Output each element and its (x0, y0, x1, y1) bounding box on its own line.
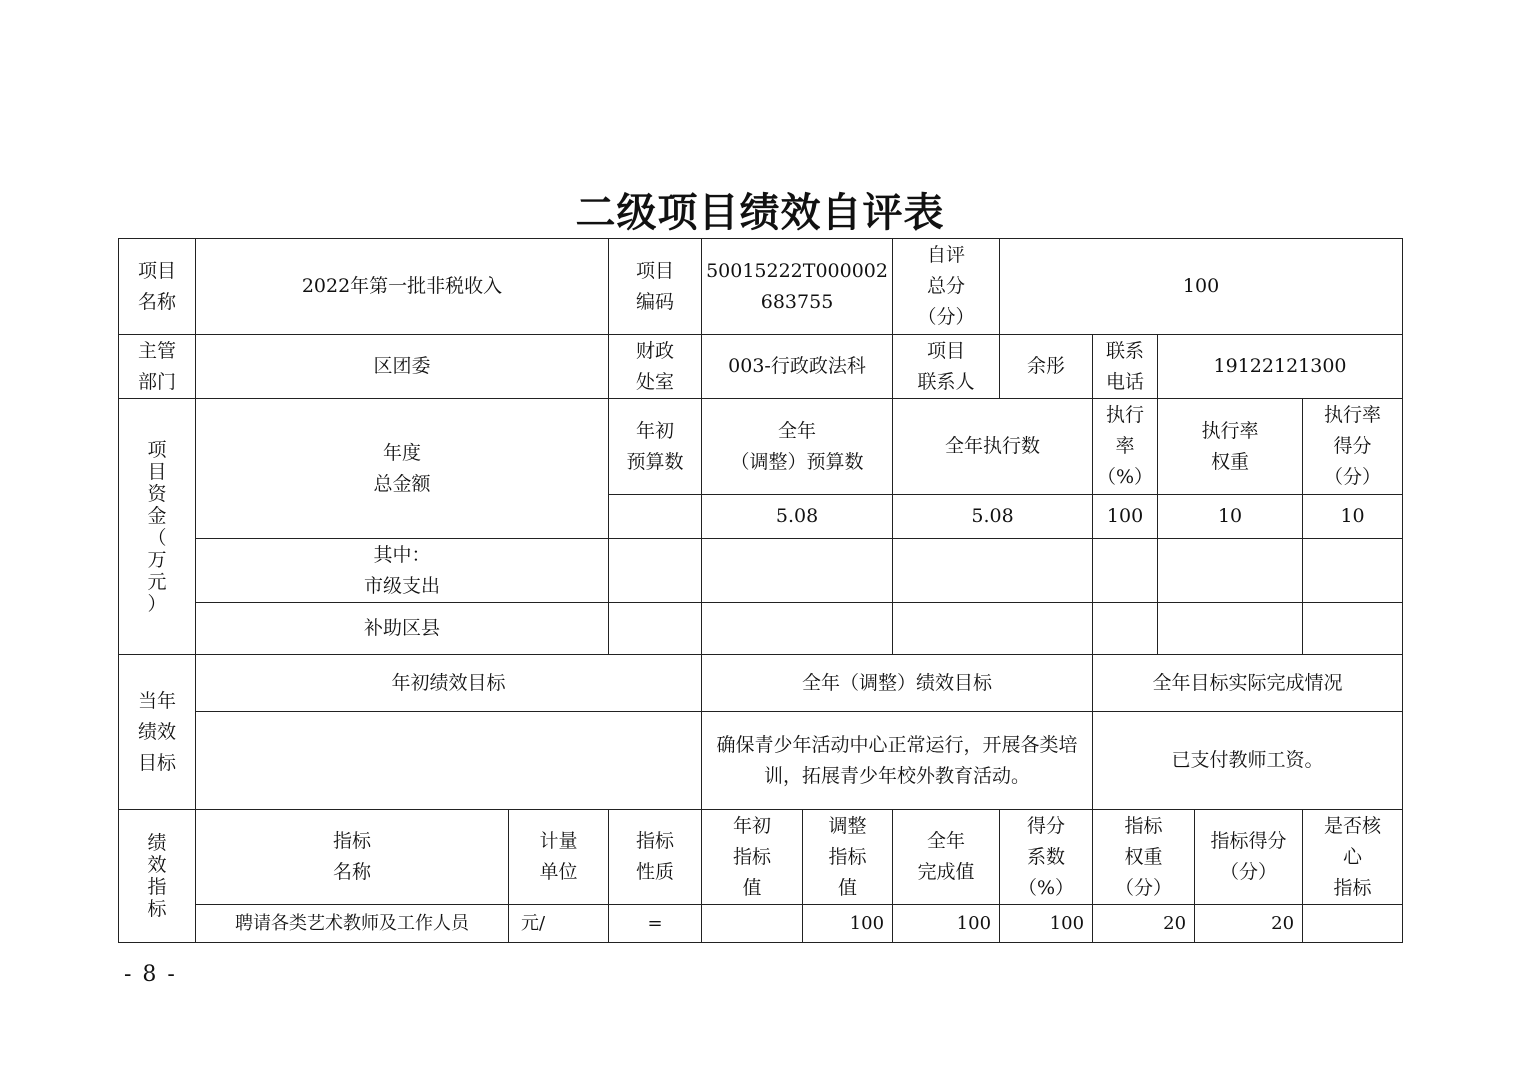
vertical-label-char: 标 (147, 898, 167, 920)
actual-completion-header: 全年目标实际完成情况 (1093, 655, 1403, 712)
indicator-header-row (119, 810, 1403, 905)
initial-budget-value (609, 495, 702, 539)
city-cell (1303, 539, 1403, 603)
completed-value-header: 全年 完成值 (893, 810, 1000, 905)
indicator-name: 聘请各类艺术教师及工作人员 (196, 905, 509, 943)
funds-section-text (121, 439, 193, 615)
finance-office-label: 财政 处室 (609, 335, 702, 399)
adjusted-goal-value: 确保青少年活动中心正常运行，开展各类培训，拓展青少年校外教育活动。 (702, 712, 1093, 810)
vertical-label-char: 指 (147, 876, 167, 898)
executed-value: 5.08 (893, 495, 1093, 539)
page-title: 二级项目绩效自评表 (575, 190, 945, 236)
unit-header: 计量 单位 (509, 810, 609, 905)
nature-header: 指标 性质 (609, 810, 702, 905)
funds-section-label (119, 399, 196, 655)
adjusted-budget-header: 全年 （调整）预算数 (702, 399, 893, 495)
executed-header: 全年执行数 (893, 399, 1093, 495)
city-cell (609, 539, 702, 603)
rate-weight-header: 执行率 权重 (1158, 399, 1303, 495)
rate-score-value: 10 (1303, 495, 1403, 539)
initial-budget-header: 年初 预算数 (609, 399, 702, 495)
city-expense-label: 其中： 市级支出 (196, 539, 609, 603)
project-code-label: 项目 编码 (609, 239, 702, 335)
county-cell (1303, 603, 1403, 655)
initial-goal-value (196, 712, 702, 810)
indicator-score: 20 (1195, 905, 1303, 943)
execution-rate-value: 100 (1093, 495, 1158, 539)
self-evaluation-table (118, 238, 1403, 943)
indicators-section-text (121, 832, 193, 920)
indicator-completed: 100 (893, 905, 1000, 943)
vertical-label-char: （ (147, 526, 167, 549)
vertical-label-char: ） (147, 592, 167, 615)
dept-value: 区团委 (196, 335, 609, 399)
indicator-weight-header: 指标 权重 （分） (1093, 810, 1195, 905)
indicator-initial (702, 905, 803, 943)
contact-value: 余彤 (1000, 335, 1093, 399)
indicator-score-header: 指标得分 （分） (1195, 810, 1303, 905)
county-cell (702, 603, 893, 655)
indicator-nature: = (609, 905, 702, 943)
finance-office-value: 003-行政政法科 (702, 335, 893, 399)
department-row (119, 335, 1403, 399)
indicator-weight: 20 (1093, 905, 1195, 943)
self-score-value: 100 (1000, 239, 1403, 335)
vertical-label-char: 元 (147, 570, 167, 593)
indicator-unit: 元/ (509, 905, 609, 943)
vertical-label-char: 目 (147, 460, 167, 483)
vertical-label-char: 效 (147, 854, 167, 876)
project-name-value: 2022年第一批非税收入 (196, 239, 609, 335)
rate-weight-value: 10 (1158, 495, 1303, 539)
indicator-name-header: 指标 名称 (196, 810, 509, 905)
table-row (119, 905, 1403, 943)
goals-section-label: 当年 绩效 目标 (119, 655, 196, 810)
indicators-section-label (119, 810, 196, 943)
indicator-adjusted: 100 (803, 905, 893, 943)
city-cell (702, 539, 893, 603)
county-cell (609, 603, 702, 655)
project-row (119, 239, 1403, 335)
phone-label: 联系 电话 (1093, 335, 1158, 399)
city-cell (1093, 539, 1158, 603)
initial-indicator-header: 年初 指标 值 (702, 810, 803, 905)
annual-total-label: 年度 总金额 (196, 399, 609, 539)
rate-score-header: 执行率 得分 （分） (1303, 399, 1403, 495)
funds-header-row (119, 399, 1403, 495)
adjusted-budget-value: 5.08 (702, 495, 893, 539)
county-cell (893, 603, 1093, 655)
indicator-coef: 100 (1000, 905, 1093, 943)
adjusted-goal-header: 全年（调整）绩效目标 (702, 655, 1093, 712)
indicator-core (1303, 905, 1403, 943)
core-indicator-header: 是否核 心 指标 (1303, 810, 1403, 905)
project-name-label: 项目 名称 (119, 239, 196, 335)
vertical-label-char: 项 (147, 438, 167, 461)
funds-city-row (119, 539, 1403, 603)
adjusted-indicator-header: 调整 指标 值 (803, 810, 893, 905)
county-subsidy-label: 补助区县 (196, 603, 609, 655)
execution-rate-header: 执行 率 （%） (1093, 399, 1158, 495)
self-score-label: 自评 总分 （分） (893, 239, 1000, 335)
city-cell (1158, 539, 1303, 603)
page-number: - 8 - (124, 962, 177, 987)
dept-label: 主管 部门 (119, 335, 196, 399)
goals-header-row (119, 655, 1403, 712)
vertical-label-char: 资 (147, 482, 167, 505)
vertical-label-char: 万 (147, 548, 167, 571)
funds-county-row (119, 603, 1403, 655)
city-cell (893, 539, 1093, 603)
actual-completion-value: 已支付教师工资。 (1093, 712, 1403, 810)
score-coef-header: 得分 系数 （%） (1000, 810, 1093, 905)
vertical-label-char: 金 (147, 504, 167, 527)
initial-goal-header: 年初绩效目标 (196, 655, 702, 712)
contact-label: 项目 联系人 (893, 335, 1000, 399)
county-cell (1158, 603, 1303, 655)
phone-value: 19122121300 (1158, 335, 1403, 399)
county-cell (1093, 603, 1158, 655)
vertical-label-char: 绩 (147, 832, 167, 854)
project-code-value: 50015222T000002 683755 (702, 239, 893, 335)
goals-content-row (119, 712, 1403, 810)
